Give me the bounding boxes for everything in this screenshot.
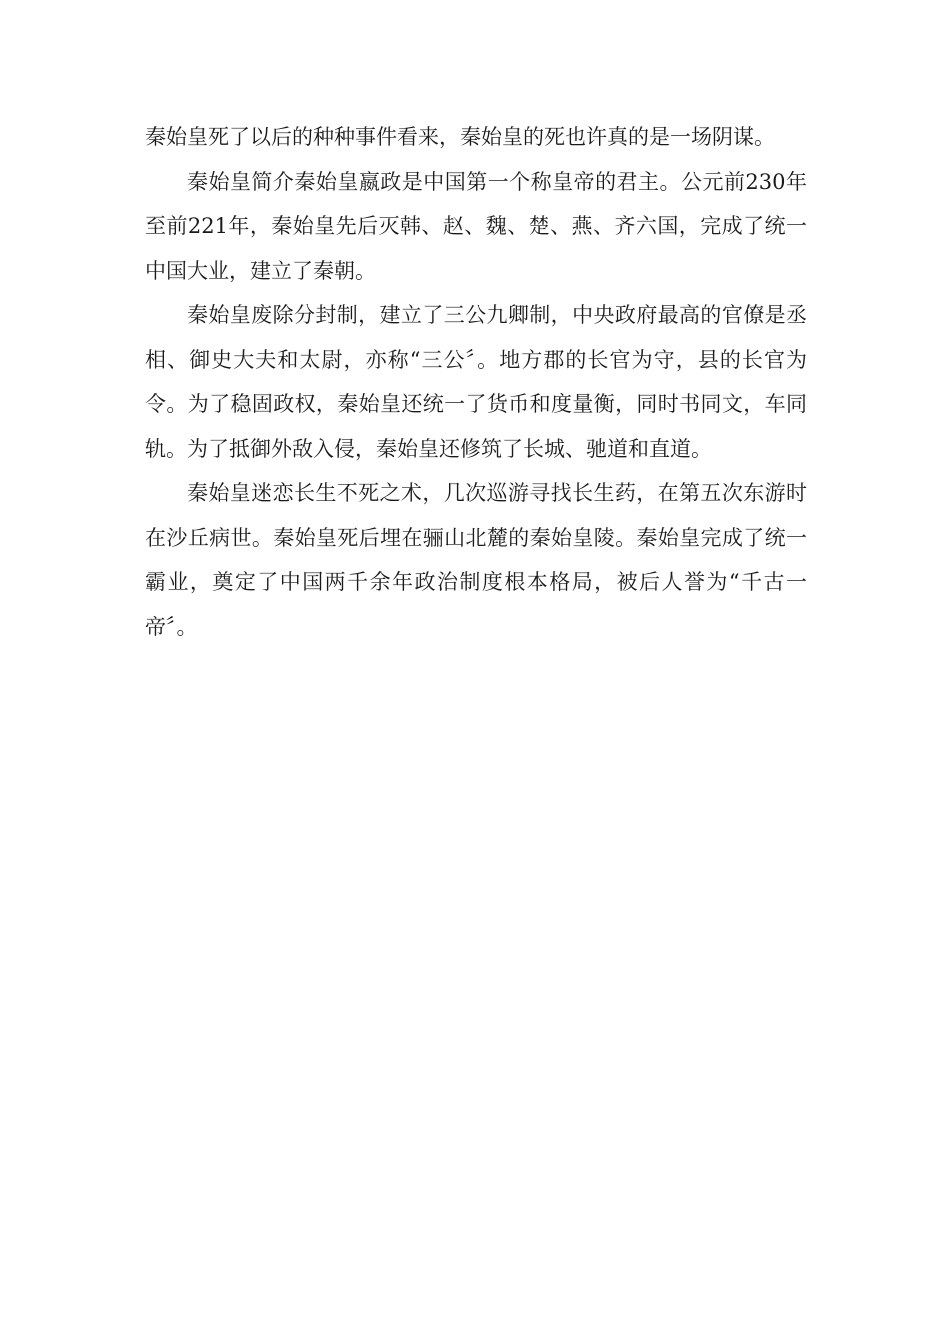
paragraph-introduction: 秦始皇简介秦始皇嬴政是中国第一个称皇帝的君主。公元前230年至前221年，秦始皇先后灭韩、赵、魏、楚、燕、齐六国，完成了统一中国大业，建立了秦朝。 <box>145 169 807 283</box>
document-body <box>145 115 807 649</box>
paragraph-government-system: 秦始皇废除分封制，建立了三公九卿制，中央政府最高的官僚是丞相、御史大夫和太尉，亦称“三公〞。地方郡的长官为守，县的长官为令。为了稳固政权，秦始皇还统一了货币和度量衡，同时书同文，车同轨。为了抵御外敌入侵，秦始皇还修筑了长城、驰道和直道。 <box>145 303 807 461</box>
paragraph-death-and-legacy: 秦始皇迷恋长生不死之术，几次巡游寻找长生药，在第五次东游时在沙丘病世。秦始皇死后埋在骊山北麓的秦始皇陵。秦始皇完成了统一霸业，奠定了中国两千余年政治制度根本格局，被后人誉为“千古一帝〞。 <box>145 481 807 639</box>
paragraph-continued: 秦始皇死了以后的种种事件看来，秦始皇的死也许真的是一场阴谋。 <box>145 125 775 149</box>
